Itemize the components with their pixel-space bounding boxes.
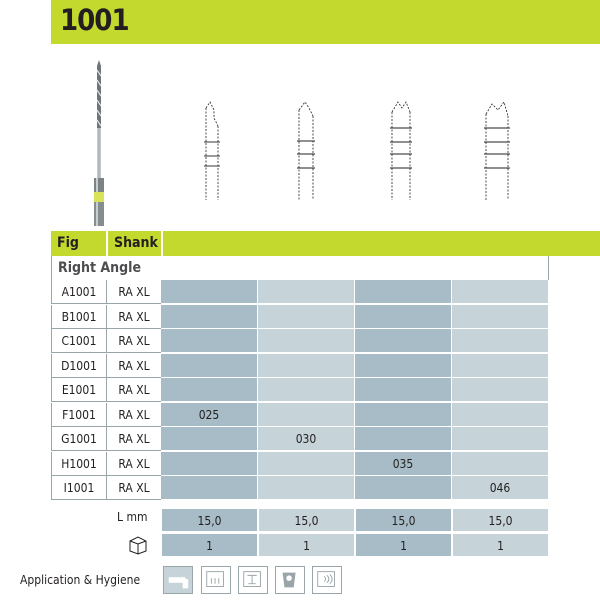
fig-cell: C1001	[51, 329, 106, 353]
size-cell	[258, 476, 355, 500]
size-cell	[258, 280, 355, 304]
fig-cell: I1001	[51, 476, 106, 500]
table-row	[51, 354, 549, 378]
size-cell	[355, 305, 452, 329]
shank-cell: RA XL	[106, 354, 161, 378]
size-cell	[452, 452, 549, 476]
drill-figure-035	[382, 96, 422, 206]
drill-figure-030	[287, 96, 327, 206]
size-cell: 046	[452, 476, 549, 500]
table-header	[51, 231, 549, 256]
drill-figure-046	[478, 96, 518, 206]
size-cell	[258, 354, 355, 378]
pack-quantity-cell: 1	[161, 533, 258, 557]
size-cell	[452, 427, 549, 451]
length-cell: 15,0	[355, 508, 452, 532]
shank-cell: RA XL	[106, 403, 161, 427]
drill-image	[86, 58, 112, 230]
shank-cell: RA XL	[106, 427, 161, 451]
table-row	[51, 452, 549, 476]
size-cell	[355, 329, 452, 353]
header-fig: Fig	[51, 231, 106, 256]
size-cell: 030	[258, 427, 355, 451]
fig-cell: D1001	[51, 354, 106, 378]
size-cell	[355, 476, 452, 500]
size-cell	[355, 280, 452, 304]
size-cell	[452, 329, 549, 353]
drill-figure-025	[194, 96, 234, 206]
fig-cell: E1001	[51, 378, 106, 402]
shank-cell: RA XL	[106, 305, 161, 329]
fig-cell: H1001	[51, 452, 106, 476]
application-hygiene-label: Application & Hygiene	[20, 573, 141, 587]
package-icon	[127, 533, 149, 555]
size-cell	[161, 378, 258, 402]
header-divider	[161, 231, 163, 256]
table-row	[51, 476, 549, 500]
shank-cell: RA XL	[106, 329, 161, 353]
length-cell: 15,0	[258, 508, 355, 532]
header-shank: Shank	[108, 231, 161, 256]
size-cell	[258, 305, 355, 329]
size-cell	[452, 305, 549, 329]
fig-cell: A1001	[51, 280, 106, 304]
title-bar	[51, 0, 600, 44]
size-cell	[258, 452, 355, 476]
page-title: 1001	[60, 3, 129, 37]
size-cell	[355, 427, 452, 451]
size-cell: 035	[355, 452, 452, 476]
fig-cell: B1001	[51, 305, 106, 329]
size-cell	[452, 354, 549, 378]
size-cell	[452, 280, 549, 304]
size-cell: 025	[161, 403, 258, 427]
size-cell	[355, 403, 452, 427]
table-row	[51, 403, 549, 427]
application-icon	[163, 566, 193, 594]
table-row	[51, 280, 549, 304]
fig-cell: G1001	[51, 427, 106, 451]
size-cell	[452, 378, 549, 402]
length-cell: 15,0	[161, 508, 258, 532]
pack-quantity-cell: 1	[258, 533, 355, 557]
ultrasonic-icon	[312, 566, 342, 594]
sterilization-icon	[238, 566, 268, 594]
size-cell	[161, 354, 258, 378]
shank-cell: RA XL	[106, 280, 161, 304]
thermodisinfector-icon	[275, 566, 305, 594]
shank-cell: RA XL	[106, 452, 161, 476]
fig-cell: F1001	[51, 403, 106, 427]
size-cell	[161, 452, 258, 476]
size-cell	[452, 403, 549, 427]
size-cell	[258, 378, 355, 402]
size-cell	[161, 280, 258, 304]
table-row	[51, 329, 549, 353]
header-extension	[549, 231, 600, 256]
pack-quantity-cell: 1	[452, 533, 549, 557]
size-cell	[355, 354, 452, 378]
size-cell	[161, 305, 258, 329]
size-cell	[161, 476, 258, 500]
table-row	[51, 378, 549, 402]
pack-quantity-cell: 1	[355, 533, 452, 557]
size-cell	[161, 329, 258, 353]
size-cell	[258, 329, 355, 353]
shank-cell: RA XL	[106, 476, 161, 500]
disinfection-icon	[201, 566, 231, 594]
section-label: Right Angle	[51, 256, 549, 280]
size-cell	[161, 427, 258, 451]
length-label: L mm	[117, 510, 148, 524]
size-cell	[355, 378, 452, 402]
shank-cell: RA XL	[106, 378, 161, 402]
table-row	[51, 427, 549, 451]
table-row	[51, 305, 549, 329]
length-cell: 15,0	[452, 508, 549, 532]
size-cell	[258, 403, 355, 427]
